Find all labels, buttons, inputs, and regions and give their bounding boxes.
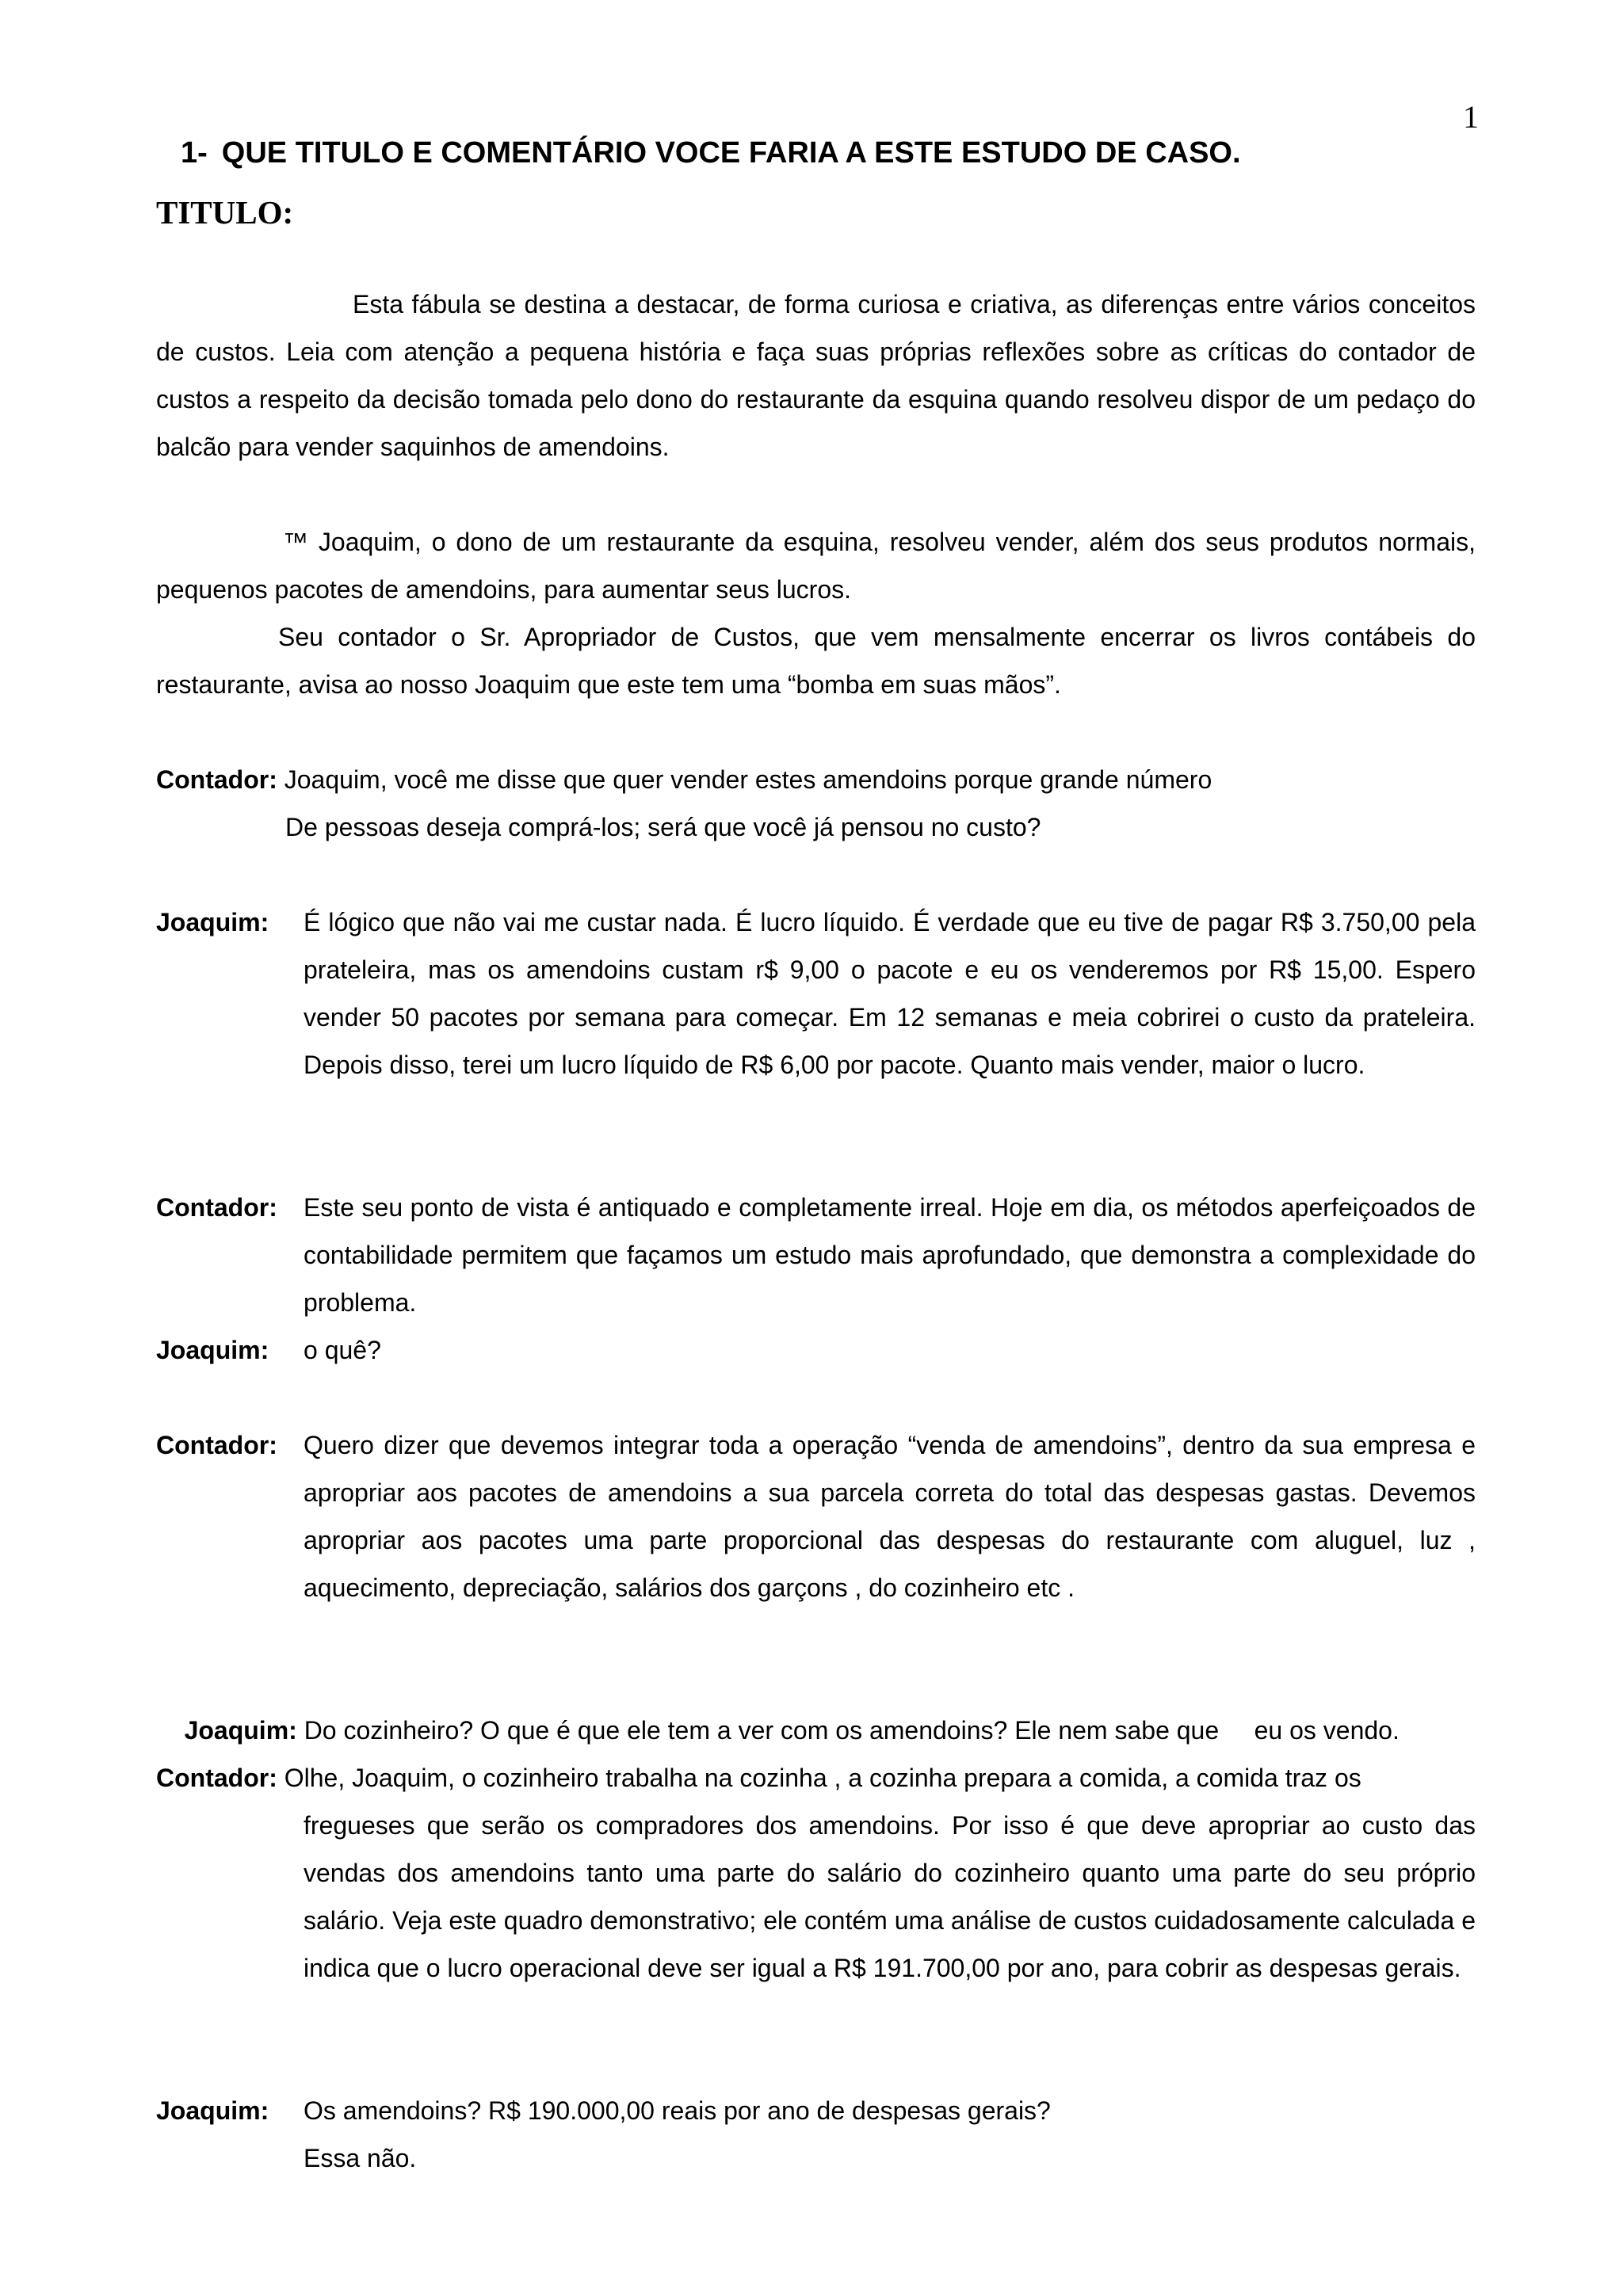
dialogue-contador-2 xyxy=(156,1184,1476,1326)
story-paragraph-2: Seu contador o Sr. Apropriador de Custos, que vem mensalmente encerrar os livros contábeis do restaurante, avisa ao nosso Joaquim que este tem uma “bomba em suas mãos”. xyxy=(156,623,1476,699)
dialogue-text: Do cozinheiro? O que é que ele tem a ver com os amendoins? Ele nem sabe que eu os vendo. xyxy=(304,1716,1400,1745)
dialogue-joaquim-4 xyxy=(156,2087,1476,2182)
dialogue-line: Os amendoins? R$ 190.000,00 reais por ano de despesas gerais? xyxy=(304,2096,1051,2125)
dialogue-text: É lógico que não vai me custar nada. É lucro líquido. É verdade que eu tive de pagar R$ 3.750,00 pela prateleira, mas os amendoins custam r$ 9,00 o pacote e eu os venderemos por R$ 15,00. Espero vender 50 pacotes por semana para começar. Em 12 semanas e meia cobrirei o custo da prateleira. Depois disso, terei um lucro líquido de R$ 6,00 por pacote. Quanto mais vender, maior o lucro. xyxy=(304,908,1476,1079)
page-number: 1 xyxy=(1463,99,1479,135)
story-paragraph-1: ™ Joaquim, o dono de um restaurante da esquina, resolveu vender, além dos seus produtos normais, pequenos pacotes de amendoins, para aumentar seus lucros. xyxy=(156,528,1476,604)
speaker-label: Contador: xyxy=(156,1193,277,1222)
dialogue-text: Quero dizer que devemos integrar toda a operação “venda de amendoins”, dentro da sua empresa e apropriar aos pacotes de amendoins a sua parcela correta do total das despesas gastas. Devemos apropriar aos pacotes uma parte proporcional das despesas do restaurante com aluguel, luz , aquecimento, depreciação, salários dos garçons , do cozinheiro etc . xyxy=(304,1431,1476,1602)
dialogue-text: o quê? xyxy=(304,1336,381,1364)
dialogue-joaquim-1 xyxy=(156,898,1476,1089)
dialogue-text xyxy=(304,2087,1476,2182)
question-heading xyxy=(181,136,1241,170)
dialogue-joaquim-2 xyxy=(156,1326,1476,1374)
dialogue-contador-1 xyxy=(156,756,1476,851)
speaker-label: Joaquim: xyxy=(156,2096,269,2125)
dialogue-contador-4 xyxy=(156,1754,1476,1992)
speaker-label: Contador: xyxy=(156,765,277,794)
speaker-label: Contador: xyxy=(156,1431,277,1459)
dialogue-line: Essa não. xyxy=(304,2144,417,2172)
speaker-label: Joaquim: xyxy=(184,1716,297,1745)
dialogue-line: De pessoas deseja comprá-los; será que você já pensou no custo? xyxy=(285,813,1041,841)
dialogue-text: fregueses que serão os compradores dos amendoins. Por isso é que deve apropriar ao custo das vendas dos amendoins tanto uma parte do salário do cozinheiro quanto uma parte do seu próprio salário. Veja este quadro demonstrativo; ele contém uma análise de custos cuidadosamente calculada e indica que o lucro operacional deve ser igual a R$ 191.700,00 por ano, para cobrir as despesas gerais. xyxy=(304,1811,1476,1982)
intro-paragraph: Esta fábula se destina a destacar, de forma curiosa e criativa, as diferenças entre vários conceitos de custos. Leia com atenção a pequena história e faça suas próprias reflexões sobre as críticas do contador de custos a respeito da decisão tomada pelo dono do restaurante da esquina quando resolveu dispor de um pedaço do balcão para vender saquinhos de amendoins. xyxy=(156,290,1476,461)
question-text: QUE TITULO E COMENTÁRIO VOCE FARIA A ESTE ESTUDO DE CASO. xyxy=(221,136,1241,170)
dialogue-contador-3 xyxy=(156,1421,1476,1611)
speaker-label: Joaquim: xyxy=(156,1336,269,1364)
dialogue-text: Este seu ponto de vista é antiquado e completamente irreal. Hoje em dia, os métodos aperfeiçoados de contabilidade permitem que façamos um estudo mais aprofundado, que demonstra a complexidade do problema. xyxy=(304,1193,1476,1317)
question-number: 1- xyxy=(181,136,208,170)
dialogue-line: Olhe, Joaquim, o cozinheiro trabalha na cozinha , a cozinha prepara a comida, a comida traz os xyxy=(284,1764,1361,1792)
titulo-label: TITULO: xyxy=(156,194,294,231)
speaker-label: Joaquim: xyxy=(156,908,269,936)
dialogue-line: Joaquim, você me disse que quer vender estes amendoins porque grande número xyxy=(284,765,1212,794)
speaker-label: Contador: xyxy=(156,1764,277,1792)
